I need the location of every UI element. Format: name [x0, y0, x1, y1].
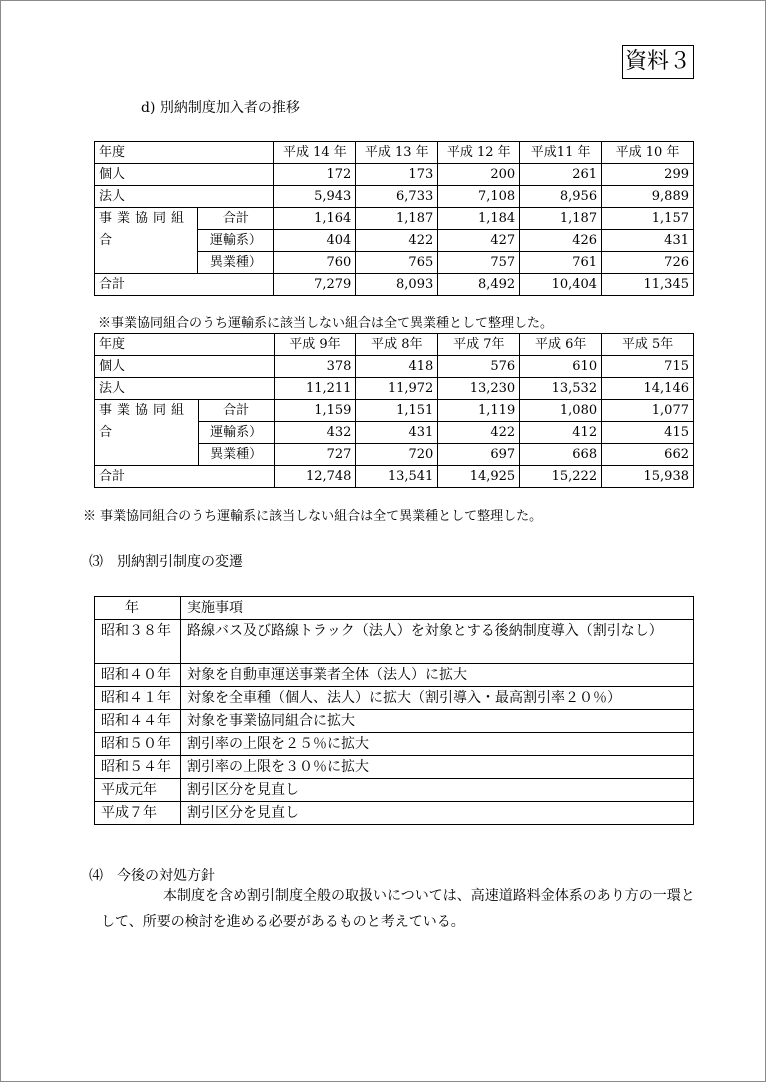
value-cell: 9,889	[602, 186, 694, 208]
table-row	[95, 400, 694, 422]
value-cell: 415	[602, 422, 694, 444]
year-cell: 平成７年	[95, 802, 181, 825]
value-cell: 412	[520, 422, 602, 444]
value-cell: 727	[274, 444, 356, 466]
desc-cell: 対象を事業協同組合に拡大	[180, 710, 693, 733]
value-cell: 12,748	[274, 466, 356, 488]
section-4-title: ⑷ 今後の対処方針	[89, 868, 215, 884]
year-cell: 昭和４１年	[95, 687, 181, 710]
row-label: 異業種）	[198, 252, 274, 274]
table-header-row	[95, 334, 694, 356]
value-cell: 11,345	[602, 274, 694, 296]
coop-group-label: 事業協同組合	[95, 400, 199, 466]
row-label: 個人	[95, 164, 274, 186]
desc-cell: 割引率の上限を２５％に拡大	[180, 733, 693, 756]
desc-cell: 対象を自動車運送事業者全体（法人）に拡大	[180, 664, 693, 687]
value-cell: 299	[602, 164, 694, 186]
value-cell: 431	[602, 230, 694, 252]
value-cell: 11,211	[274, 378, 356, 400]
value-cell: 760	[274, 252, 356, 274]
table-row	[95, 186, 694, 208]
table-2-note: ※ 事業協同組合のうち運輸系に該当しない組合は全て異業種として整理した。	[83, 509, 543, 524]
value-cell: 1,184	[438, 208, 520, 230]
row-label: 法人	[95, 378, 275, 400]
header-cell: 平成 5年	[602, 334, 694, 356]
value-cell: 13,532	[520, 378, 602, 400]
header-cell: 平成 7年	[438, 334, 520, 356]
value-cell: 431	[356, 422, 438, 444]
year-cell: 昭和５０年	[95, 733, 181, 756]
table-row	[95, 664, 694, 687]
value-cell: 427	[438, 230, 520, 252]
year-cell: 昭和４０年	[95, 664, 181, 687]
value-cell: 422	[438, 422, 520, 444]
value-cell: 10,404	[520, 274, 602, 296]
value-cell: 200	[438, 164, 520, 186]
desc-cell: 割引区分を見直し	[180, 802, 693, 825]
year-cell: 昭和４４年	[95, 710, 181, 733]
header-cell: 年度	[95, 334, 275, 356]
value-cell: 6,733	[356, 186, 438, 208]
value-cell: 720	[356, 444, 438, 466]
header-cell: 年度	[95, 142, 274, 164]
desc-cell: 路線バス及び路線トラック（法人）を対象とする後納制度導入（割引なし）	[180, 620, 693, 664]
value-cell: 8,093	[356, 274, 438, 296]
year-cell: 昭和５４年	[95, 756, 181, 779]
value-cell: 1,151	[356, 400, 438, 422]
history-table	[94, 596, 694, 825]
value-cell: 13,541	[356, 466, 438, 488]
value-cell: 378	[274, 356, 356, 378]
table-row	[95, 620, 694, 664]
table-row	[95, 687, 694, 710]
row-label: 合計	[198, 400, 274, 422]
year-header: 年	[95, 597, 181, 620]
value-cell: 668	[520, 444, 602, 466]
table-row	[95, 274, 694, 296]
header-cell: 平成 14 年	[274, 142, 356, 164]
value-cell: 7,279	[274, 274, 356, 296]
value-cell: 404	[274, 230, 356, 252]
table-header-row	[95, 142, 694, 164]
value-cell: 697	[438, 444, 520, 466]
section-3-title: ⑶ 別納割引制度の変遷	[89, 554, 243, 570]
table-row	[95, 356, 694, 378]
value-cell: 11,972	[356, 378, 438, 400]
value-cell: 1,159	[274, 400, 356, 422]
value-cell: 1,187	[520, 208, 602, 230]
year-cell: 平成元年	[95, 779, 181, 802]
table-row	[95, 466, 694, 488]
header-cell: 平成11 年	[520, 142, 602, 164]
table-row	[95, 710, 694, 733]
header-cell: 平成 12 年	[438, 142, 520, 164]
value-cell: 662	[602, 444, 694, 466]
value-cell: 5,943	[274, 186, 356, 208]
value-cell: 715	[602, 356, 694, 378]
value-cell: 726	[602, 252, 694, 274]
table-header-row	[95, 597, 694, 620]
row-label: 合計	[95, 466, 275, 488]
enrollment-table-2	[94, 333, 694, 488]
value-cell: 761	[520, 252, 602, 274]
value-cell: 8,956	[520, 186, 602, 208]
value-cell: 610	[520, 356, 602, 378]
year-cell: 昭和３８年	[95, 620, 181, 664]
desc-cell: 割引率の上限を３０％に拡大	[180, 756, 693, 779]
value-cell: 261	[520, 164, 602, 186]
value-cell: 14,925	[438, 466, 520, 488]
value-cell: 1,119	[438, 400, 520, 422]
value-cell: 7,108	[438, 186, 520, 208]
table-row	[95, 208, 694, 230]
section-d-title: d) 別納制度加入者の推移	[141, 100, 300, 116]
row-label: 合計	[95, 274, 274, 296]
table-row	[95, 802, 694, 825]
value-cell: 13,230	[438, 378, 520, 400]
value-cell: 1,187	[356, 208, 438, 230]
value-cell: 1,164	[274, 208, 356, 230]
value-cell: 576	[438, 356, 520, 378]
value-cell: 1,080	[520, 400, 602, 422]
row-label: 合計	[198, 208, 274, 230]
table-row	[95, 164, 694, 186]
value-cell: 14,146	[602, 378, 694, 400]
row-label: 個人	[95, 356, 275, 378]
header-cell: 平成 9年	[274, 334, 356, 356]
value-cell: 1,077	[602, 400, 694, 422]
row-label: 運輸系）	[198, 422, 274, 444]
header-cell: 平成 6年	[520, 334, 602, 356]
value-cell: 173	[356, 164, 438, 186]
desc-cell: 割引区分を見直し	[180, 779, 693, 802]
value-cell: 422	[356, 230, 438, 252]
value-cell: 172	[274, 164, 356, 186]
table-row	[95, 733, 694, 756]
value-cell: 418	[356, 356, 438, 378]
header-cell: 平成 13 年	[356, 142, 438, 164]
desc-cell: 対象を全車種（個人、法人）に拡大（割引導入・最高割引率２０％）	[180, 687, 693, 710]
table-row	[95, 378, 694, 400]
section-4-body: 本制度を含め割引制度全般の取扱いについては、高速道路料金体系のあり方の一環として、所要の検討を進める必要があるものと考えている。	[101, 888, 695, 930]
value-cell: 15,938	[602, 466, 694, 488]
material-number-badge: 資料３	[622, 45, 694, 79]
table-row	[95, 756, 694, 779]
value-cell: 432	[274, 422, 356, 444]
table-1-note: ※事業協同組合のうち運輸系に該当しない組合は全て異業種として整理した。	[98, 316, 554, 331]
row-label: 運輸系）	[198, 230, 274, 252]
desc-header: 実施事項	[180, 597, 693, 620]
value-cell: 757	[438, 252, 520, 274]
header-cell: 平成 10 年	[602, 142, 694, 164]
value-cell: 15,222	[520, 466, 602, 488]
value-cell: 426	[520, 230, 602, 252]
table-row	[95, 779, 694, 802]
enrollment-table-1	[94, 141, 694, 296]
value-cell: 1,157	[602, 208, 694, 230]
row-label: 法人	[95, 186, 274, 208]
coop-group-label: 事業協同組合	[95, 208, 198, 274]
header-cell: 平成 8年	[356, 334, 438, 356]
value-cell: 765	[356, 252, 438, 274]
value-cell: 8,492	[438, 274, 520, 296]
row-label: 異業種）	[198, 444, 274, 466]
